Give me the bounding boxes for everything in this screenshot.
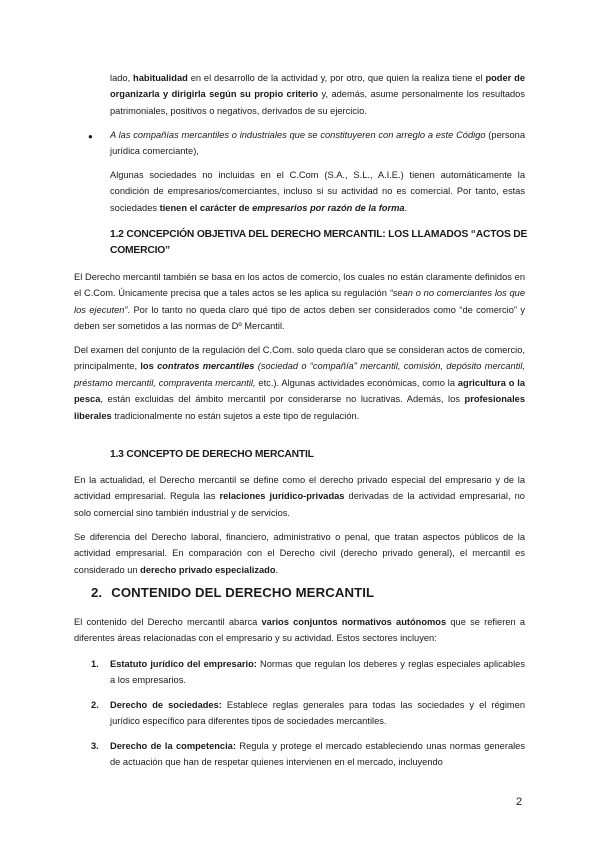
list-number: 2.: [91, 700, 99, 710]
list-item-competencia: Derecho de la competencia: Regula y protege el mercado estableciendo unas normas generales de actuación que han de respetar quienes intervienen en el mercado, incluyendo: [110, 741, 525, 768]
heading-contenido: [91, 585, 374, 600]
paragraph-sociedades-forma: Algunas sociedades no incluidas en el C.Com (S.A., S.L., A.I.E.) tienen automáticamente la condición de empresarios/comerciantes, incluso si su actividad no es comercial. Por tanto, estas sociedades tienen el carácter de empresarios por razón de la forma.: [110, 170, 525, 213]
bullet-icon: ●: [88, 132, 93, 141]
paragraph-companias-mercantiles: A las compañías mercantiles o industriales que se constituyeren con arreglo a este Código (persona jurídica comerciante),: [110, 130, 525, 157]
paragraph-actualidad: En la actualidad, el Derecho mercantil se define como el derecho privado especial del empresario y de la actividad empresarial. Regula las relaciones jurídico-privadas derivadas de la actividad empresarial, no solo comercial sino también industrial y de servicios.: [74, 475, 525, 518]
paragraph-examen-regulacion: Del examen del conjunto de la regulación del C.Com. solo queda claro que se consideran actos de comercio, principalmente, los contratos mercantiles (sociedad o “compañía” mercantil, comisión, depósito mercantil, préstamo mercantil, compraventa mercantil, etc.). Algunas actividades económicas, como la agricultura o la pesca, están excluidas del ámbito mercantil por considerarse no lucrativas. Además, los profesionales liberales tradicionalmente no están sujetos a este tipo de regulación.: [74, 345, 525, 421]
paragraph-contenido: El contenido del Derecho mercantil abarca varios conjuntos normativos autónomos que se refieren a diferentes áreas relacionadas con el empresario y su actividad. Estos sectores incluyen:: [74, 617, 526, 644]
heading-concepto-mercantil: 1.3 CONCEPTO DE DERECHO MERCANTIL: [110, 449, 314, 460]
paragraph-empresario-individual: lado, habitualidad en el desarrollo de la actividad y, por otro, que quien la realiza tiene el poder de organizarla y dirigirla según su propio criterio y, además, asume personalmente los resultados patrimoniales, positivos o negativos, derivados de su ejercicio.: [110, 73, 525, 116]
list-number: 1.: [91, 659, 99, 669]
paragraph-actos-comercio: El Derecho mercantil también se basa en los actos de comercio, los cuales no están claramente definidos en el C.Com. Únicamente precisa que a tales actos se les aplica su regulación “sean o no comerciantes los que los ejecuten”. Por lo tanto no queda claro qué tipo de actos deben ser considerados como “de comercio” y deben ser sometidos a las normas de Dº Mercantil.: [74, 272, 526, 332]
heading-text: CONTENIDO DEL DERECHO MERCANTIL: [111, 585, 375, 600]
heading-concepcion-objetiva: 1.2 CONCEPCIÓN OBJETIVA DEL DERECHO MERCANTIL: LOS LLAMADOS “ACTOS DE COMERCIO”: [110, 229, 528, 256]
paragraph-diferencia: Se diferencia del Derecho laboral, financiero, administrativo o penal, que tratan aspectos públicos de la actividad empresarial. En comparación con el Derecho civil (derecho privado general), el mercantil es considerado un derecho privado especializado.: [74, 532, 525, 575]
heading-number: 2.: [91, 585, 103, 600]
page-number: 2: [516, 796, 523, 808]
list-item-estatuto: Estatuto jurídico del empresario: Normas que regulan los deberes y reglas especiales aplicables a los empresarios.: [110, 659, 525, 686]
list-item-sociedades: Derecho de sociedades: Establece reglas generales para todas las sociedades y el régimen jurídico específico para diferentes tipos de sociedades mercantiles.: [110, 700, 525, 727]
list-number: 3.: [91, 741, 99, 751]
